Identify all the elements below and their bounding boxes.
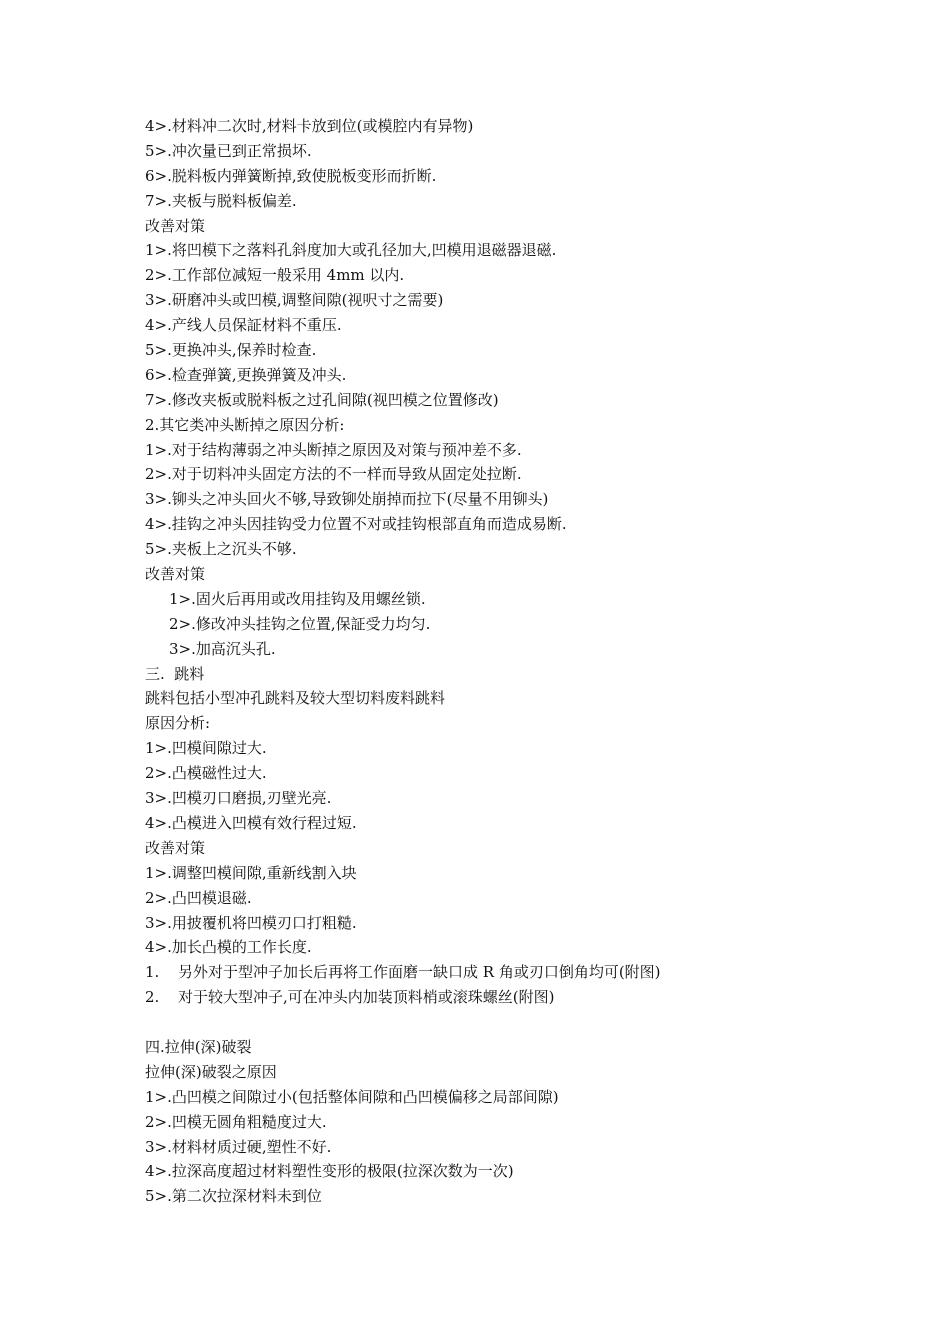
text-line: 跳料包括小型冲孔跳料及较大型切料废料跳料: [145, 689, 446, 708]
text-line: 3>.用披覆机将凹模刃口打粗糙.: [145, 913, 357, 932]
text-line: 3>.研磨冲头或凹模,调整间隙(视呎寸之需要): [145, 291, 444, 310]
text-line: 4>.加长凸模的工作长度.: [145, 938, 312, 957]
text-line: 5>.第二次拉深材料未到位: [145, 1187, 322, 1206]
document-body: [145, 114, 845, 1209]
text-line: 7>.修改夹板或脱料板之过孔间隙(视凹模之位置修改): [145, 390, 499, 409]
text-line: 2>.凹模无圆角粗糙度过大.: [145, 1112, 327, 1131]
item-number: 2.: [145, 988, 160, 1007]
text-line: 1>.凹模间隙过大.: [145, 739, 267, 758]
text-line: 5>.更换冲头,保养时检查.: [145, 341, 317, 360]
text-line: 2>.对于切料冲头固定方法的不一样而导致从固定处拉断.: [145, 465, 522, 484]
text-line: 4>.产线人员保証材料不重压.: [145, 316, 342, 335]
text-line: 1>.调整凹模间隙,重新线割入块: [145, 863, 357, 882]
item-text: 另外对于型冲子加长后再将工作面磨一缺口成 R 角或刃口倒角均可(附图): [178, 963, 661, 982]
text-line: 2>.工作部位减短一般采用 4mm 以内.: [145, 266, 405, 285]
text-line: 3>.凹模刃口磨损,刃壁光亮.: [145, 789, 332, 808]
text-line: 2>.凸凹模退磁.: [145, 888, 252, 907]
numbered-item: [145, 960, 845, 985]
text-line: 5>.夹板上之沉头不够.: [145, 540, 297, 559]
text-line: 7>.夹板与脱料板偏差.: [145, 191, 297, 210]
item-text: 对于较大型冲子,可在冲头内加装顶料梢或滚珠螺丝(附图): [178, 988, 555, 1007]
text-line: 5>.冲次量已到正常损坏.: [145, 141, 312, 160]
text-line: 3>.材料材质过硬,塑性不好.: [145, 1137, 332, 1156]
section-heading: 改善对策: [145, 216, 206, 235]
section-heading: 四.拉伸(深)破裂: [145, 1037, 252, 1056]
text-line: 2>.凸模磁性过大.: [145, 764, 267, 783]
item-number: 1.: [145, 963, 160, 982]
text-line-indented: 1>.固火后再用或改用挂钩及用螺丝锁.: [169, 589, 426, 608]
text-line: 4>.材料冲二次时,材料卡放到位(或模腔内有异物): [145, 117, 474, 135]
text-line: 6>.脱料板内弹簧断掉,致使脱板变形而折断.: [145, 166, 437, 185]
section-heading: 拉伸(深)破裂之原因: [145, 1062, 277, 1081]
section-heading: 原因分析:: [145, 714, 211, 733]
text-line: 4>.挂钩之冲头因挂钩受力位置不对或挂钩根部直角而造成易断.: [145, 515, 567, 534]
section-heading: 三. 跳料: [145, 664, 205, 683]
text-line-indented: 2>.修改冲头挂钩之位置,保証受力均匀.: [169, 614, 431, 633]
text-line: 4>.凸模进入凹模有效行程过短.: [145, 813, 357, 832]
text-line-indented: 3>.加高沉头孔.: [169, 639, 276, 658]
text-line: 6>.检查弹簧,更换弹簧及冲头.: [145, 365, 347, 384]
text-line: 1>.对于结构薄弱之冲头断掉之原因及对策与预冲差不多.: [145, 440, 522, 459]
section-heading: 2.其它类冲头断掉之原因分析:: [145, 415, 345, 434]
blank-line: [145, 1010, 845, 1035]
section-heading: 改善对策: [145, 565, 206, 584]
text-line: 3>.铆头之冲头回火不够,导致铆处崩掉而拉下(尽量不用铆头): [145, 490, 549, 509]
numbered-item: [145, 985, 845, 1010]
section-heading: 改善对策: [145, 838, 206, 857]
text-line: 1>.凸凹模之间隙过小(包括整体间隙和凸凹模偏移之局部间隙): [145, 1087, 559, 1106]
text-line: 1>.将凹模下之落料孔斜度加大或孔径加大,凹模用退磁器退磁.: [145, 241, 557, 260]
text-line: 4>.拉深高度超过材料塑性变形的极限(拉深次数为一次): [145, 1162, 514, 1181]
